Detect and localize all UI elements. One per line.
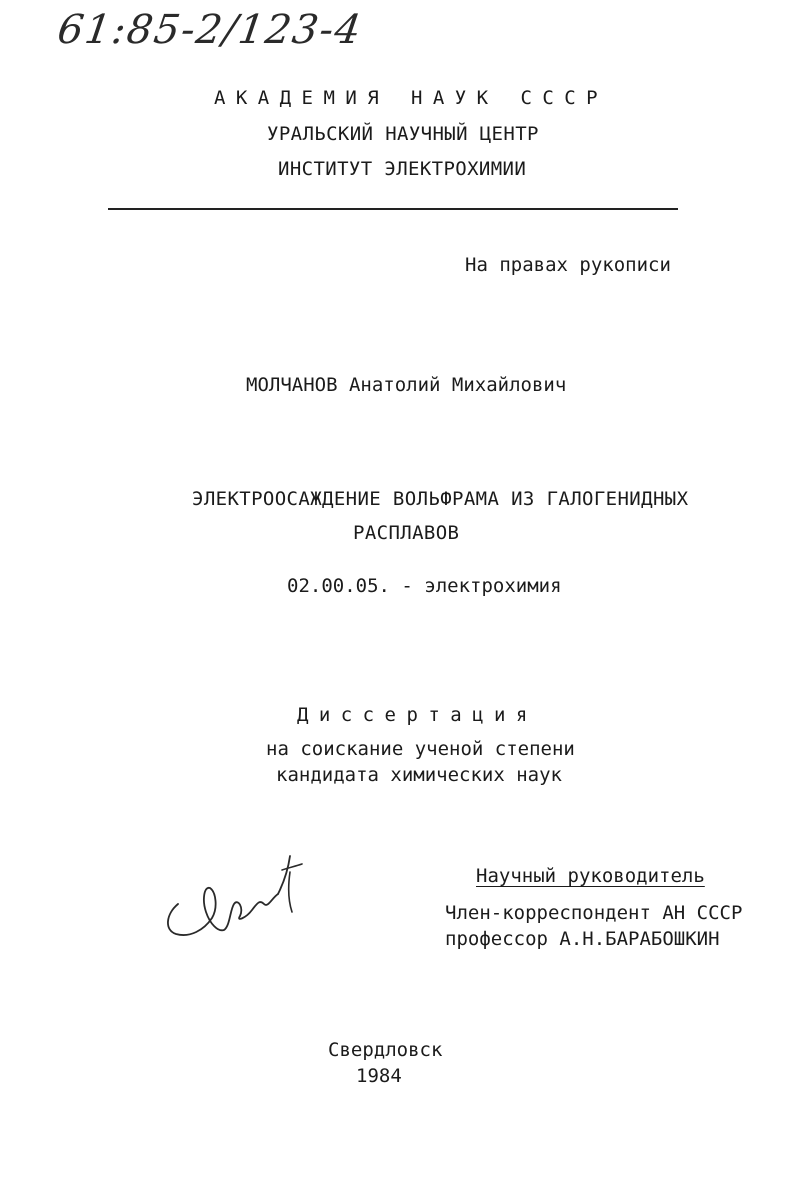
degree-purpose-line-1: на соискание ученой степени [266,738,575,760]
supervisor-position: Член-корреспондент АН СССР [445,902,743,924]
research-center: УРАЛЬСКИЙ НАУЧНЫЙ ЦЕНТР [267,123,539,145]
year: 1984 [356,1065,402,1087]
archive-number: 61:85-2/123-4 [54,7,366,53]
author-name: МОЛЧАНОВ Анатолий Михайлович [246,374,567,396]
city: Свердловск [328,1039,443,1061]
dissertation-label: Диссертация [297,704,538,726]
degree-purpose-line-2: кандидата химических наук [276,764,562,786]
supervisor-name: профессор А.Н.БАРАБОШКИН [445,928,720,950]
supervisor-label: Научный руководитель [476,865,705,887]
header-divider [108,208,678,210]
academy-name: АКАДЕМИЯ НАУК СССР [214,87,609,109]
institute-name: ИНСТИТУТ ЭЛЕКТРОХИМИИ [278,158,527,180]
specialty-code: 02.00.05. - электрохимия [287,575,562,597]
dissertation-title-line-1: ЭЛЕКТРООСАЖДЕНИЕ ВОЛЬФРАМА ИЗ ГАЛОГЕНИДНЫХ [192,488,689,510]
rights-note: На правах рукописи [465,254,671,276]
dissertation-title-line-2: РАСПЛАВОВ [353,522,460,544]
signature [160,842,310,952]
